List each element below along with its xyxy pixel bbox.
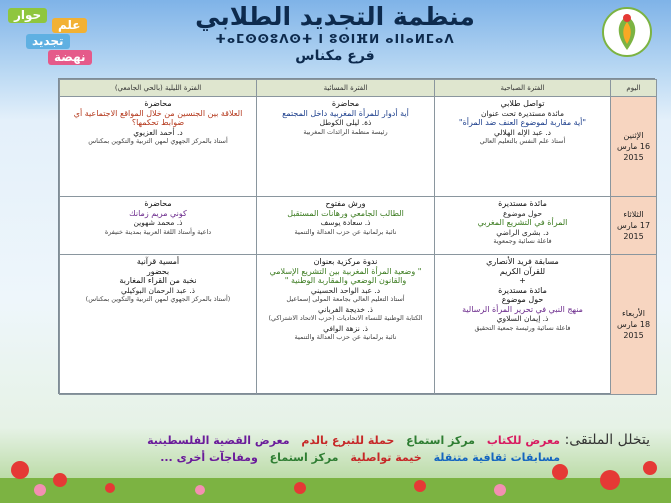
header-evening: الفترة الليلية (بالحي الجامعي)	[60, 80, 257, 97]
footer-label: يتخلل الملتقى:	[564, 432, 650, 448]
afternoon-cell	[257, 197, 435, 255]
organization-logo	[601, 4, 653, 64]
afternoon-cell	[257, 255, 435, 395]
session-title: محاضرة	[144, 199, 172, 208]
session-title: ورش مفتوح	[325, 199, 366, 208]
evening-cell	[60, 97, 257, 197]
header-afternoon: الفترة المسائية	[257, 80, 435, 97]
speaker-role: رئيسة منظمة الرائدات المغربية	[303, 127, 388, 136]
session-topic: العلاقة بين الجنسين من خلال المواقع الاجتماعية أي ضوابط تحكمها؟	[73, 108, 243, 127]
title-amazigh: ⵜⴰⵎⵙⵙⵓⴷⵙⵜ ⵏ ⵓⵙⵏⴼⵍ ⴰⵏⵏⴰⵍⵎⴰⴷ	[215, 32, 455, 46]
session-title: ندوة مركزية بعنوان	[313, 257, 378, 266]
activity-item: ومفاجآت أخرى ...	[160, 451, 258, 464]
session-title: أمسية قرآنية	[136, 257, 180, 266]
schedule-table	[58, 78, 655, 394]
session-topic: نخبة من القراء المغاربة	[119, 276, 197, 285]
table-row	[60, 97, 657, 197]
evening-cell	[60, 255, 257, 395]
speaker-role: أستاذ بالمركز الجهوي لمهن التربية والتكوين بمكناس	[88, 137, 228, 145]
page-title: منظمة التجديد الطلابي	[195, 2, 475, 31]
slogans	[8, 6, 128, 70]
day-cell	[611, 255, 657, 395]
evening-cell	[60, 197, 257, 255]
speaker-name: ذ. إيمان السلاوي	[496, 314, 549, 323]
session-topic: المرأة في التشريع المغربي	[477, 218, 568, 227]
header	[0, 0, 671, 72]
day-cell	[611, 97, 657, 197]
speaker-role: نائبة برلمانية عن حزب العدالة والتنمية	[294, 227, 397, 236]
day-cell	[611, 197, 657, 255]
footer-activities	[80, 428, 660, 478]
slogan-1: حوار	[8, 8, 47, 23]
speaker-name: د. بشرى الراضي	[496, 227, 549, 237]
day-date: 17 مارس 2015	[616, 221, 651, 241]
speaker-name: ذة. ليلى الكوطل	[319, 118, 372, 127]
speaker-role: فاعلة نسائية وجمعوية	[493, 237, 552, 245]
slogan-4: نهضة	[48, 50, 92, 65]
day-name: الإثنين	[623, 131, 644, 140]
table-row	[60, 255, 657, 395]
speaker-name: ذ. محمد شهوين	[133, 218, 183, 227]
session-topic: الطالب الجامعي ورهانات المستقبل	[287, 208, 404, 218]
activity-item: معرض القضية الفلسطينية	[147, 434, 290, 447]
slogan-2: علم	[52, 18, 87, 33]
branch-name: فرع مكناس	[295, 48, 375, 64]
session-topic: "أية مقاربة لموضوع العنف ضد المرأة"	[458, 118, 587, 127]
morning-cell	[435, 255, 611, 395]
session-title: مسابقة فريد الأنصاري	[486, 257, 559, 266]
day-date: 16 مارس 2015	[616, 142, 651, 162]
header-morning: الفترة الصباحية	[435, 80, 611, 97]
session-title: محاضرة	[331, 99, 360, 108]
session-line: حول موضوع	[503, 208, 542, 218]
speaker-role-1: أستاذ التعليم العالي بجامعة المولى إسماعيل	[286, 295, 405, 303]
session-line: للقرآن الكريم	[499, 266, 546, 276]
session-topic: أية أدوار للمرأة المغربية داخل المجتمع	[282, 108, 409, 118]
speaker-role: داعية وأستاذ اللغة العربية بمدينة خنيفرة	[104, 227, 212, 236]
afternoon-cell	[257, 97, 435, 197]
session-line-2: مائدة مستديرة	[498, 285, 547, 295]
activity-item: مركز استماع	[269, 451, 339, 464]
session-line-3: حول موضوع	[501, 295, 544, 304]
speaker-name: ذ. سعادة يوسف	[320, 218, 371, 227]
slogan-3: تجديد	[26, 34, 70, 49]
header-day: اليوم	[611, 80, 657, 97]
session-topic: منهج النبي في تحرير المرأة الرسالية	[462, 304, 583, 314]
speaker-name: ذ. عبد الرحمان البوكيلي	[121, 285, 195, 295]
session-line: مائدة مستديرة تحت عنوان	[481, 108, 564, 118]
activity-item: معرض للكتاب	[486, 434, 560, 447]
speaker-role: أستاذ علم النفس بالتعليم العالي	[479, 137, 566, 145]
speaker-name: د. أحمد العزيوي	[133, 127, 183, 137]
activities-line-1	[139, 434, 560, 447]
session-title: محاضرة	[144, 99, 172, 108]
activity-item: حملة للتبرع بالدم	[301, 434, 395, 447]
session-title: تواصل طلابي	[500, 99, 545, 108]
morning-cell	[435, 97, 611, 197]
speaker-role-3: نائبة برلمانية عن حزب العدالة والتنمية	[294, 333, 397, 341]
session-title: مائدة مستديرة	[498, 199, 547, 208]
day-date: 18 مارس 2015	[616, 320, 651, 340]
speaker-role: (أستاذ بالمركز الجهوي لمهن التربية والتكوين بمكناس)	[85, 295, 231, 303]
speaker-name-1: د. عبد الواحد الحسيني	[310, 285, 381, 295]
session-line: بحضور	[146, 266, 170, 276]
speaker-role-2: الكتابة الوطنية للنساء الاتحاديات (حزب الاتحاد الاشتراكي)	[268, 314, 423, 322]
speaker-role: فاعلة نسائية ورئيسة جمعية التحقيق	[474, 323, 571, 332]
speaker-name-3: ذ. نزهة الوافي	[323, 323, 368, 333]
speaker-name: د. عبد الإله الهلالي	[493, 127, 552, 137]
session-topic: " وضعية المرأة المغربية بين التشريع الإسلامي والقانون الوضعي والمقاربة الوطنية "	[269, 266, 422, 285]
activity-item: مسابقات ثقافية متنقلة	[433, 451, 560, 464]
table-row	[60, 197, 657, 255]
speaker-name-2: ذ. خديجة الفرباني	[317, 304, 374, 314]
session-topic: كوني مريم زمانك	[129, 208, 187, 218]
day-name: الثلاثاء	[623, 210, 644, 219]
activities-line-2	[152, 451, 560, 464]
morning-cell	[435, 197, 611, 255]
session-plus: +	[519, 276, 526, 285]
activity-item: مركز استماع	[406, 434, 475, 447]
day-name: الأربعاء	[622, 309, 645, 318]
activity-item: خيمة تواصلية	[350, 451, 422, 464]
